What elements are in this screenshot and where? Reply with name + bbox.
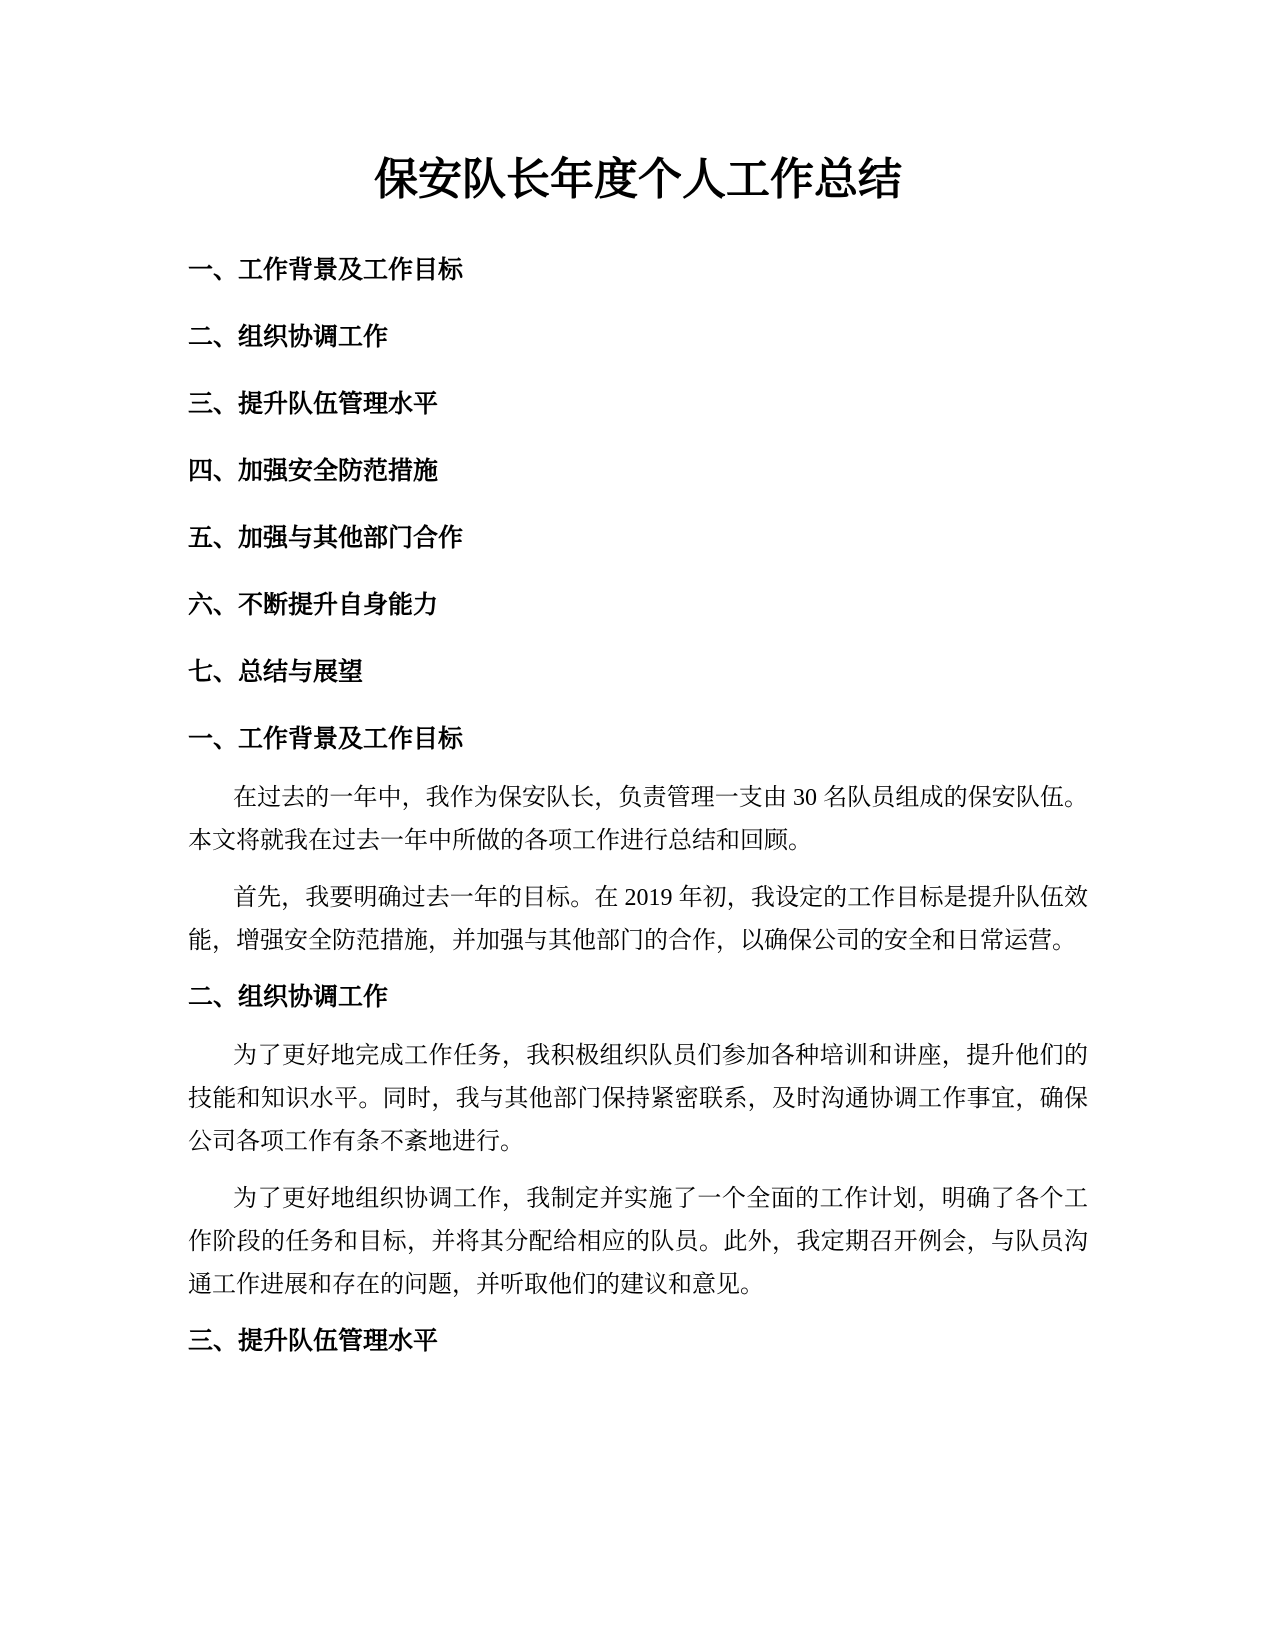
- body-paragraph: 为了更好地组织协调工作，我制定并实施了一个全面的工作计划，明确了各个工作阶段的任务和目标，并将其分配给相应的队员。此外，我定期召开例会，与队员沟通工作进展和存在的问题，并听取他们的建议和意见。: [188, 1186, 1088, 1298]
- document-page: [188, 140, 1088, 1379]
- table-of-contents: [188, 250, 1088, 692]
- toc-item: 七、总结与展望: [188, 657, 364, 686]
- section-coordination: [188, 977, 1088, 1307]
- toc-item: 一、工作背景及工作目标: [188, 255, 464, 284]
- toc-item: 三、提升队伍管理水平: [188, 389, 439, 418]
- body-paragraph: 首先，我要明确过去一年的目标。在 2019 年初，我设定的工作目标是提升队伍效能，增强安全防范措施，并加强与其他部门的合作，以确保公司的安全和日常运营。: [188, 885, 1088, 954]
- section-team-management: [188, 1321, 1088, 1361]
- toc-item: 六、不断提升自身能力: [188, 590, 439, 619]
- document-title: 保安队长年度个人工作总结: [374, 154, 902, 205]
- toc-item: 五、加强与其他部门合作: [188, 523, 464, 552]
- section-heading: 一、工作背景及工作目标: [188, 724, 464, 753]
- body-paragraph: 为了更好地完成工作任务，我积极组织队员们参加各种培训和讲座，提升他们的技能和知识水平。同时，我与其他部门保持紧密联系，及时沟通协调工作事宜，确保公司各项工作有条不紊地进行。: [188, 1043, 1088, 1155]
- section-heading: 三、提升队伍管理水平: [188, 1326, 439, 1355]
- section-heading: 二、组织协调工作: [188, 982, 389, 1011]
- toc-item: 二、组织协调工作: [188, 322, 389, 351]
- toc-item: 四、加强安全防范措施: [188, 456, 439, 485]
- section-background-goals: [188, 719, 1088, 963]
- body-paragraph: 在过去的一年中，我作为保安队长，负责管理一支由 30 名队员组成的保安队伍。本文将就我在过去一年中所做的各项工作进行总结和回顾。: [188, 785, 1088, 854]
